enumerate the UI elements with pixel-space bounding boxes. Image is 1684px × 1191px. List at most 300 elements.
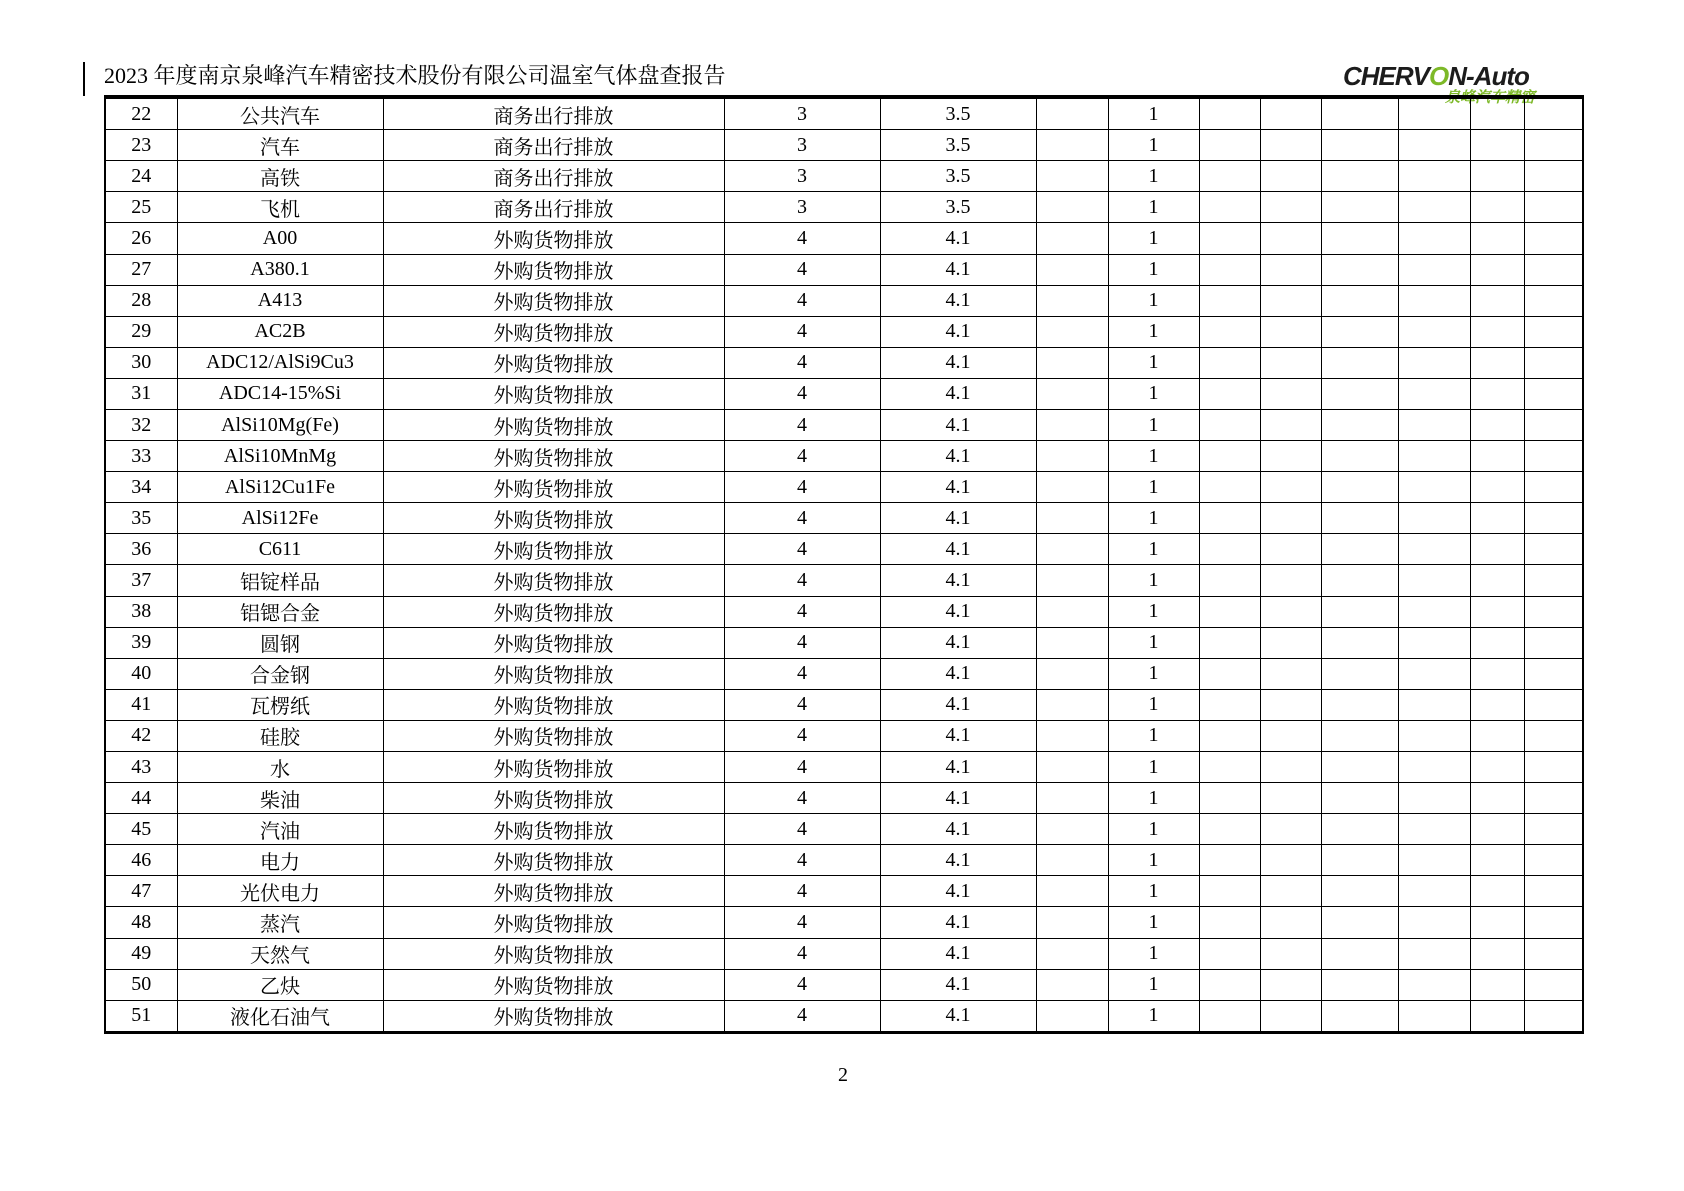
subcategory-number-cell: 4.1 xyxy=(880,969,1036,1000)
empty-cell xyxy=(1260,783,1321,814)
table-row xyxy=(105,503,1583,534)
category-number-cell: 4 xyxy=(724,783,880,814)
empty-cell xyxy=(1321,565,1398,596)
empty-cell xyxy=(1524,689,1583,720)
subcategory-number-cell: 4.1 xyxy=(880,938,1036,969)
table-row xyxy=(105,1000,1583,1032)
table-row xyxy=(105,285,1583,316)
empty-cell xyxy=(1524,441,1583,472)
flag-cell: 1 xyxy=(1108,161,1199,192)
empty-cell xyxy=(1199,347,1260,378)
empty-cell xyxy=(1470,845,1524,876)
empty-cell xyxy=(1036,783,1108,814)
empty-cell xyxy=(1470,969,1524,1000)
row-number-cell: 51 xyxy=(105,1000,177,1032)
flag-cell: 1 xyxy=(1108,316,1199,347)
table-row xyxy=(105,969,1583,1000)
row-number-cell: 32 xyxy=(105,409,177,440)
empty-cell xyxy=(1398,752,1470,783)
empty-cell xyxy=(1524,347,1583,378)
empty-cell xyxy=(1321,285,1398,316)
subcategory-number-cell: 4.1 xyxy=(880,254,1036,285)
empty-cell xyxy=(1321,223,1398,254)
empty-cell xyxy=(1260,130,1321,161)
category-number-cell: 4 xyxy=(724,378,880,409)
empty-cell xyxy=(1398,409,1470,440)
flag-cell: 1 xyxy=(1108,658,1199,689)
table-row xyxy=(105,907,1583,938)
empty-cell xyxy=(1199,534,1260,565)
category-number-cell: 4 xyxy=(724,285,880,316)
category-number-cell: 4 xyxy=(724,596,880,627)
row-number-cell: 46 xyxy=(105,845,177,876)
subcategory-number-cell: 4.1 xyxy=(880,658,1036,689)
name-cell: A380.1 xyxy=(177,254,383,285)
row-number-cell: 28 xyxy=(105,285,177,316)
logo-brand-prefix: CHERV xyxy=(1343,61,1430,91)
empty-cell xyxy=(1036,192,1108,223)
empty-cell xyxy=(1321,627,1398,658)
empty-cell xyxy=(1199,223,1260,254)
page-number: 2 xyxy=(838,1064,848,1086)
row-number-cell: 45 xyxy=(105,814,177,845)
empty-cell xyxy=(1199,783,1260,814)
empty-cell xyxy=(1199,596,1260,627)
empty-cell xyxy=(1321,316,1398,347)
empty-cell xyxy=(1470,907,1524,938)
empty-cell xyxy=(1398,254,1470,285)
category-number-cell: 4 xyxy=(724,876,880,907)
category-cell: 外购货物排放 xyxy=(383,938,724,969)
empty-cell xyxy=(1260,441,1321,472)
empty-cell xyxy=(1260,1000,1321,1032)
empty-cell xyxy=(1321,161,1398,192)
table-row xyxy=(105,938,1583,969)
empty-cell xyxy=(1321,720,1398,751)
empty-cell xyxy=(1470,1000,1524,1032)
empty-cell xyxy=(1398,223,1470,254)
empty-cell xyxy=(1398,1000,1470,1032)
row-number-cell: 41 xyxy=(105,689,177,720)
category-cell: 外购货物排放 xyxy=(383,814,724,845)
name-cell: 硅胶 xyxy=(177,720,383,751)
category-number-cell: 4 xyxy=(724,720,880,751)
empty-cell xyxy=(1470,627,1524,658)
empty-cell xyxy=(1470,534,1524,565)
name-cell: 天然气 xyxy=(177,938,383,969)
empty-cell xyxy=(1398,596,1470,627)
empty-cell xyxy=(1321,534,1398,565)
row-number-cell: 43 xyxy=(105,752,177,783)
flag-cell: 1 xyxy=(1108,254,1199,285)
subcategory-number-cell: 4.1 xyxy=(880,223,1036,254)
name-cell: AC2B xyxy=(177,316,383,347)
empty-cell xyxy=(1260,285,1321,316)
empty-cell xyxy=(1470,472,1524,503)
name-cell: 汽车 xyxy=(177,130,383,161)
empty-cell xyxy=(1260,658,1321,689)
empty-cell xyxy=(1199,565,1260,596)
empty-cell xyxy=(1470,254,1524,285)
category-cell: 商务出行排放 xyxy=(383,130,724,161)
category-number-cell: 4 xyxy=(724,223,880,254)
inventory-table-body xyxy=(105,97,1583,1033)
empty-cell xyxy=(1199,378,1260,409)
empty-cell xyxy=(1470,503,1524,534)
empty-cell xyxy=(1036,720,1108,751)
empty-cell xyxy=(1524,938,1583,969)
name-cell: A00 xyxy=(177,223,383,254)
empty-cell xyxy=(1036,1000,1108,1032)
flag-cell: 1 xyxy=(1108,378,1199,409)
category-cell: 外购货物排放 xyxy=(383,658,724,689)
subcategory-number-cell: 4.1 xyxy=(880,876,1036,907)
empty-cell xyxy=(1199,161,1260,192)
empty-cell xyxy=(1321,814,1398,845)
table-row xyxy=(105,845,1583,876)
name-cell: 汽油 xyxy=(177,814,383,845)
row-number-cell: 23 xyxy=(105,130,177,161)
empty-cell xyxy=(1470,658,1524,689)
empty-cell xyxy=(1260,596,1321,627)
flag-cell: 1 xyxy=(1108,285,1199,316)
row-number-cell: 31 xyxy=(105,378,177,409)
table-row xyxy=(105,627,1583,658)
flag-cell: 1 xyxy=(1108,752,1199,783)
category-number-cell: 4 xyxy=(724,689,880,720)
empty-cell xyxy=(1036,254,1108,285)
empty-cell xyxy=(1321,409,1398,440)
empty-cell xyxy=(1321,441,1398,472)
empty-cell xyxy=(1199,658,1260,689)
empty-cell xyxy=(1524,472,1583,503)
empty-cell xyxy=(1321,876,1398,907)
category-cell: 外购货物排放 xyxy=(383,783,724,814)
empty-cell xyxy=(1260,876,1321,907)
empty-cell xyxy=(1524,161,1583,192)
empty-cell xyxy=(1398,316,1470,347)
name-cell: 圆钢 xyxy=(177,627,383,658)
empty-cell xyxy=(1398,192,1470,223)
category-cell: 商务出行排放 xyxy=(383,161,724,192)
name-cell: 柴油 xyxy=(177,783,383,814)
row-number-cell: 34 xyxy=(105,472,177,503)
category-number-cell: 4 xyxy=(724,472,880,503)
category-cell: 外购货物排放 xyxy=(383,378,724,409)
table-row xyxy=(105,161,1583,192)
table-row xyxy=(105,689,1583,720)
category-cell: 商务出行排放 xyxy=(383,192,724,223)
empty-cell xyxy=(1036,752,1108,783)
empty-cell xyxy=(1321,192,1398,223)
category-number-cell: 3 xyxy=(724,130,880,161)
empty-cell xyxy=(1398,347,1470,378)
name-cell: 蒸汽 xyxy=(177,907,383,938)
empty-cell xyxy=(1199,938,1260,969)
empty-cell xyxy=(1470,876,1524,907)
empty-cell xyxy=(1398,814,1470,845)
empty-cell xyxy=(1199,254,1260,285)
name-cell: 液化石油气 xyxy=(177,1000,383,1032)
row-number-cell: 27 xyxy=(105,254,177,285)
empty-cell xyxy=(1199,627,1260,658)
category-number-cell: 4 xyxy=(724,845,880,876)
empty-cell xyxy=(1398,565,1470,596)
empty-cell xyxy=(1199,441,1260,472)
row-number-cell: 39 xyxy=(105,627,177,658)
category-cell: 外购货物排放 xyxy=(383,316,724,347)
empty-cell xyxy=(1470,720,1524,751)
logo-brand-o: O xyxy=(1429,61,1449,91)
empty-cell xyxy=(1321,1000,1398,1032)
empty-cell xyxy=(1036,565,1108,596)
empty-cell xyxy=(1470,752,1524,783)
table-row xyxy=(105,192,1583,223)
empty-cell xyxy=(1321,658,1398,689)
empty-cell xyxy=(1199,130,1260,161)
name-cell: 合金钢 xyxy=(177,658,383,689)
empty-cell xyxy=(1260,192,1321,223)
empty-cell xyxy=(1321,689,1398,720)
subcategory-number-cell: 4.1 xyxy=(880,689,1036,720)
flag-cell: 1 xyxy=(1108,130,1199,161)
category-number-cell: 4 xyxy=(724,938,880,969)
row-number-cell: 25 xyxy=(105,192,177,223)
empty-cell xyxy=(1260,316,1321,347)
empty-cell xyxy=(1036,627,1108,658)
category-cell: 外购货物排放 xyxy=(383,627,724,658)
flag-cell: 1 xyxy=(1108,192,1199,223)
empty-cell xyxy=(1524,907,1583,938)
category-cell: 外购货物排放 xyxy=(383,720,724,751)
empty-cell xyxy=(1260,161,1321,192)
empty-cell xyxy=(1524,534,1583,565)
empty-cell xyxy=(1524,130,1583,161)
empty-cell xyxy=(1260,689,1321,720)
subcategory-number-cell: 3.5 xyxy=(880,192,1036,223)
flag-cell: 1 xyxy=(1108,689,1199,720)
category-number-cell: 4 xyxy=(724,969,880,1000)
empty-cell xyxy=(1260,97,1321,130)
empty-cell xyxy=(1398,969,1470,1000)
empty-cell xyxy=(1398,97,1470,130)
empty-cell xyxy=(1524,783,1583,814)
scan-artifact-line xyxy=(83,62,85,96)
empty-cell xyxy=(1321,938,1398,969)
table-row xyxy=(105,378,1583,409)
empty-cell xyxy=(1199,1000,1260,1032)
category-number-cell: 4 xyxy=(724,503,880,534)
category-cell: 外购货物排放 xyxy=(383,223,724,254)
ghg-inventory-table xyxy=(104,95,1584,1034)
row-number-cell: 26 xyxy=(105,223,177,254)
table-row xyxy=(105,783,1583,814)
row-number-cell: 24 xyxy=(105,161,177,192)
empty-cell xyxy=(1321,907,1398,938)
empty-cell xyxy=(1524,969,1583,1000)
table-row xyxy=(105,409,1583,440)
name-cell: AlSi10MnMg xyxy=(177,441,383,472)
empty-cell xyxy=(1398,534,1470,565)
empty-cell xyxy=(1470,565,1524,596)
subcategory-number-cell: 4.1 xyxy=(880,285,1036,316)
empty-cell xyxy=(1524,254,1583,285)
empty-cell xyxy=(1321,472,1398,503)
empty-cell xyxy=(1321,752,1398,783)
table-row xyxy=(105,254,1583,285)
category-cell: 外购货物排放 xyxy=(383,845,724,876)
empty-cell xyxy=(1398,720,1470,751)
category-number-cell: 4 xyxy=(724,409,880,440)
subcategory-number-cell: 4.1 xyxy=(880,316,1036,347)
flag-cell: 1 xyxy=(1108,565,1199,596)
empty-cell xyxy=(1524,503,1583,534)
empty-cell xyxy=(1524,627,1583,658)
row-number-cell: 30 xyxy=(105,347,177,378)
empty-cell xyxy=(1036,285,1108,316)
empty-cell xyxy=(1036,409,1108,440)
subcategory-number-cell: 4.1 xyxy=(880,347,1036,378)
flag-cell: 1 xyxy=(1108,596,1199,627)
subcategory-number-cell: 3.5 xyxy=(880,97,1036,130)
empty-cell xyxy=(1260,254,1321,285)
empty-cell xyxy=(1260,534,1321,565)
subcategory-number-cell: 4.1 xyxy=(880,814,1036,845)
empty-cell xyxy=(1470,409,1524,440)
empty-cell xyxy=(1036,97,1108,130)
empty-cell xyxy=(1199,472,1260,503)
row-number-cell: 35 xyxy=(105,503,177,534)
empty-cell xyxy=(1398,161,1470,192)
empty-cell xyxy=(1398,938,1470,969)
empty-cell xyxy=(1321,969,1398,1000)
subcategory-number-cell: 4.1 xyxy=(880,720,1036,751)
row-number-cell: 38 xyxy=(105,596,177,627)
name-cell: 铝锭样品 xyxy=(177,565,383,596)
name-cell: 电力 xyxy=(177,845,383,876)
flag-cell: 1 xyxy=(1108,783,1199,814)
empty-cell xyxy=(1199,814,1260,845)
empty-cell xyxy=(1524,565,1583,596)
empty-cell xyxy=(1199,720,1260,751)
empty-cell xyxy=(1524,814,1583,845)
empty-cell xyxy=(1199,192,1260,223)
subcategory-number-cell: 4.1 xyxy=(880,907,1036,938)
subcategory-number-cell: 4.1 xyxy=(880,378,1036,409)
name-cell: ADC12/AlSi9Cu3 xyxy=(177,347,383,378)
empty-cell xyxy=(1036,161,1108,192)
name-cell: A413 xyxy=(177,285,383,316)
empty-cell xyxy=(1199,969,1260,1000)
flag-cell: 1 xyxy=(1108,223,1199,254)
category-cell: 外购货物排放 xyxy=(383,409,724,440)
logo-brand-suffix: N-Auto xyxy=(1448,61,1529,91)
empty-cell xyxy=(1321,97,1398,130)
empty-cell xyxy=(1036,658,1108,689)
empty-cell xyxy=(1260,503,1321,534)
category-cell: 外购货物排放 xyxy=(383,347,724,378)
table-row xyxy=(105,347,1583,378)
empty-cell xyxy=(1524,192,1583,223)
empty-cell xyxy=(1036,378,1108,409)
empty-cell xyxy=(1470,689,1524,720)
empty-cell xyxy=(1199,97,1260,130)
empty-cell xyxy=(1470,285,1524,316)
empty-cell xyxy=(1524,658,1583,689)
row-number-cell: 47 xyxy=(105,876,177,907)
empty-cell xyxy=(1036,938,1108,969)
empty-cell xyxy=(1524,720,1583,751)
empty-cell xyxy=(1036,814,1108,845)
flag-cell: 1 xyxy=(1108,969,1199,1000)
flag-cell: 1 xyxy=(1108,534,1199,565)
empty-cell xyxy=(1036,907,1108,938)
empty-cell xyxy=(1321,378,1398,409)
category-number-cell: 4 xyxy=(724,254,880,285)
name-cell: ADC14-15%Si xyxy=(177,378,383,409)
category-cell: 外购货物排放 xyxy=(383,1000,724,1032)
empty-cell xyxy=(1470,192,1524,223)
empty-cell xyxy=(1398,130,1470,161)
table-row xyxy=(105,658,1583,689)
category-number-cell: 4 xyxy=(724,565,880,596)
empty-cell xyxy=(1036,223,1108,254)
empty-cell xyxy=(1036,596,1108,627)
empty-cell xyxy=(1470,378,1524,409)
flag-cell: 1 xyxy=(1108,938,1199,969)
empty-cell xyxy=(1260,472,1321,503)
category-cell: 外购货物排放 xyxy=(383,689,724,720)
flag-cell: 1 xyxy=(1108,876,1199,907)
category-cell: 外购货物排放 xyxy=(383,907,724,938)
empty-cell xyxy=(1321,130,1398,161)
empty-cell xyxy=(1524,97,1583,130)
category-cell: 外购货物排放 xyxy=(383,254,724,285)
empty-cell xyxy=(1199,876,1260,907)
table-row xyxy=(105,565,1583,596)
category-number-cell: 4 xyxy=(724,658,880,689)
empty-cell xyxy=(1470,596,1524,627)
empty-cell xyxy=(1524,752,1583,783)
category-cell: 外购货物排放 xyxy=(383,565,724,596)
flag-cell: 1 xyxy=(1108,97,1199,130)
empty-cell xyxy=(1470,97,1524,130)
empty-cell xyxy=(1199,845,1260,876)
empty-cell xyxy=(1260,347,1321,378)
name-cell: 飞机 xyxy=(177,192,383,223)
category-number-cell: 4 xyxy=(724,814,880,845)
empty-cell xyxy=(1524,409,1583,440)
name-cell: 铝锶合金 xyxy=(177,596,383,627)
category-cell: 外购货物排放 xyxy=(383,969,724,1000)
row-number-cell: 42 xyxy=(105,720,177,751)
empty-cell xyxy=(1036,969,1108,1000)
name-cell: 乙炔 xyxy=(177,969,383,1000)
category-number-cell: 4 xyxy=(724,534,880,565)
empty-cell xyxy=(1524,845,1583,876)
subcategory-number-cell: 4.1 xyxy=(880,409,1036,440)
flag-cell: 1 xyxy=(1108,409,1199,440)
subcategory-number-cell: 4.1 xyxy=(880,627,1036,658)
empty-cell xyxy=(1398,689,1470,720)
category-number-cell: 4 xyxy=(724,907,880,938)
flag-cell: 1 xyxy=(1108,627,1199,658)
subcategory-number-cell: 4.1 xyxy=(880,845,1036,876)
row-number-cell: 33 xyxy=(105,441,177,472)
category-number-cell: 3 xyxy=(724,161,880,192)
empty-cell xyxy=(1398,907,1470,938)
row-number-cell: 50 xyxy=(105,969,177,1000)
